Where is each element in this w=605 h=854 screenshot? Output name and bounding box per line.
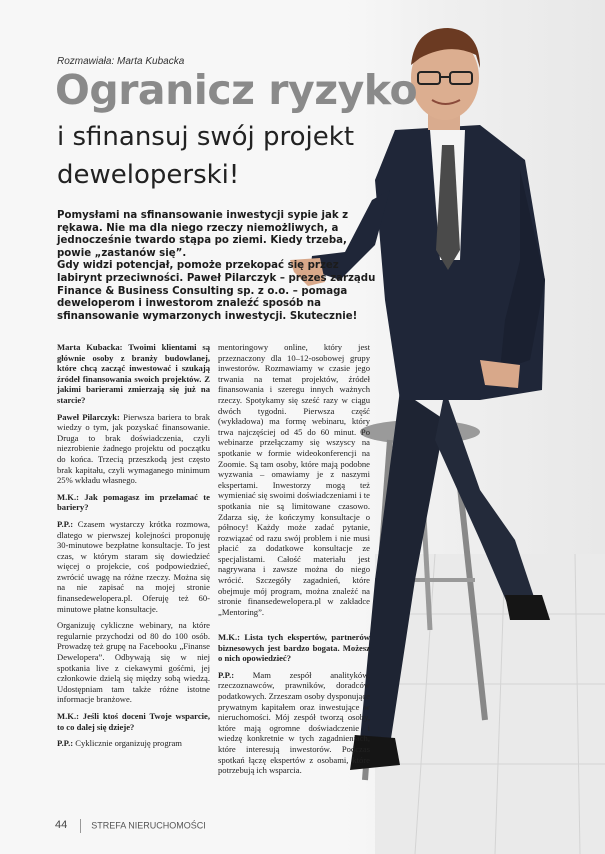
speaker-label: P.P.: xyxy=(218,669,235,680)
question-3: M.K.: Jeśli ktoś doceni Twoje wsparcie, to co dalej się dzieje? xyxy=(57,711,210,732)
speaker-label: P.P.: xyxy=(57,518,74,529)
column-2-bottom xyxy=(218,632,370,782)
answer-continued: mentoringowy online, który jest przeznaczony dla 10–12-osobowej grupy inwestorów. Rozmawiamy w czasie jego trwania na temat projektów, źródeł finansowania i szeregu innych ważnych rzeczy. Spotykamy się sześć razy w ciągu dwóch tygodni. Pierwsza część (wykładowa) ma formę webinaru, który trwa najczęściej od 45 do 60 minut. Po webinarze przełączamy się wszyscy na spotkanie w formie wideokonferencji na Zoomie. Są tam osoby, które mają podobne wyzwania – omawiamy je z naszymi ekspertami. Inwestorzy mogą też wymieniać się swoimi doświadczeniami i te spotkania nie są limitowane czasowo. Zdarza się, że kończymy konsultacje o północy! Każdy może zadać pytanie, rozwiązać od razu swój problem i nie musi płacić za dodatkowe konsultacje ze specjalistami. Całość materiału jest nagrywana i zawsze można do niego wrócić. Szczegóły zagadnień, które obejmuje mój program, można znaleźć na stronie finansedewelopera.pl w zakładce „Mentoring”. xyxy=(218,342,370,617)
footer-divider xyxy=(80,819,81,833)
question-4: M.K.: Lista tych ekspertów, partnerów biznesowych jest bardzo bogata. Możesz o nich opowiedzieć? xyxy=(218,632,370,664)
answer-1 xyxy=(57,412,210,486)
lead-text-1: Pomysłami na sfinansowanie inwestycji sypie jak z rękawa. Nie ma dla niego rzeczy niemożliwych, a jednocześnie twardo stąpa po ziemi. Kiedy trzeba, powie „zastanów się”. xyxy=(57,210,349,259)
question-1: Marta Kubacka: Twoimi klientami są głównie osoby z branży budowlanej, które chcą zacząć inwestować i szukają źródeł finansowania swoich projektów. Z jakimi barierami zmierzają się już na starcie? xyxy=(57,342,210,405)
answer-2 xyxy=(57,519,210,614)
answer-5 xyxy=(218,670,370,776)
byline: Rozmawiała: Marta Kubacka xyxy=(57,56,185,67)
column-1 xyxy=(57,342,210,755)
page-number: 44 xyxy=(55,819,68,832)
answer-text: Czasem wystarczy krótka rozmowa, dlatego w pierwszej kolejności proponuję 30-minutowe bezpłatne konsultacje. To jest czas, w którym staram się dowiedzieć więcej o projekcie, coś podpowiedzieć, zwrócić uwagę na różne rzeczy. Można się na nie zapisać na mojej stronie finansedewelopera.pl. Oferuję też 60-minutowe płatne konsultacje. xyxy=(57,518,210,614)
column-2 xyxy=(218,342,370,623)
title-line-2: i sfinansuj swój projekt deweloperski! xyxy=(57,122,355,190)
lead-paragraph xyxy=(57,210,377,323)
section-name: STREFA NIERUCHOMOŚCI xyxy=(91,820,206,831)
answer-3: Organizuję cykliczne webinary, na które regularnie przychodzi od 80 do 100 osób. Prowadzę też grupę na Facebooku „Finanse Dewelopera”. Odbywają się w niej spotkania live z ciekawymi gośćmi, jej członkowie dzielą się między sobą wiedzą. Udostępniam tam także różne istotne informacje branżowe. xyxy=(57,620,210,705)
answer-4 xyxy=(57,738,210,749)
speaker-label: P.P.: xyxy=(57,738,74,749)
answer-text: Cyklicznie organizuję program xyxy=(73,738,182,749)
question-2: M.K.: Jak pomagasz im przełamać te bariery? xyxy=(57,491,210,513)
speaker-label: Paweł Pilarczyk: xyxy=(57,411,120,422)
lead-text-2: Gdy widzi potencjał, pomoże przekopać się przez labirynt przeciwności. Paweł Pilarczyk – prezes zarządu Finance & Business Consulting sp. z o.o. – pomaga deweloperom i inwestorom znaleźć sposób na sfinansowanie wymarzonych inwestycji. Skutecznie! xyxy=(57,260,376,322)
answer-text: Mam zespół analityków, rzeczoznawców, prawników, doradców podatkowych. Zrzeszam osoby dysponujące prywatnym kapitałem oraz inwestujące w nieruchomości. Mój zespół tworzą osoby, które mają ogromne doświadczenie i wiedzę konkretnie w tych zagadnieniach, które interesują inwestorów. Podczas spotkań łączę ekspertów z osobami, które potrzebują ich wsparcia. xyxy=(218,669,370,776)
title-line-1: Ogranicz ryzyko xyxy=(55,66,418,114)
answer-text: Pierwsza bariera to brak wiedzy o tym, jak pozyskać finansowanie. Druga to brak doświadczenia, czyli niezrobienie żadnego projektu od początku do końca. Trzecią przeszkodą jest często brak kapitału, czyli wymaganego minimum 25% wkładu własnego. xyxy=(57,411,211,486)
page-footer xyxy=(55,819,206,833)
